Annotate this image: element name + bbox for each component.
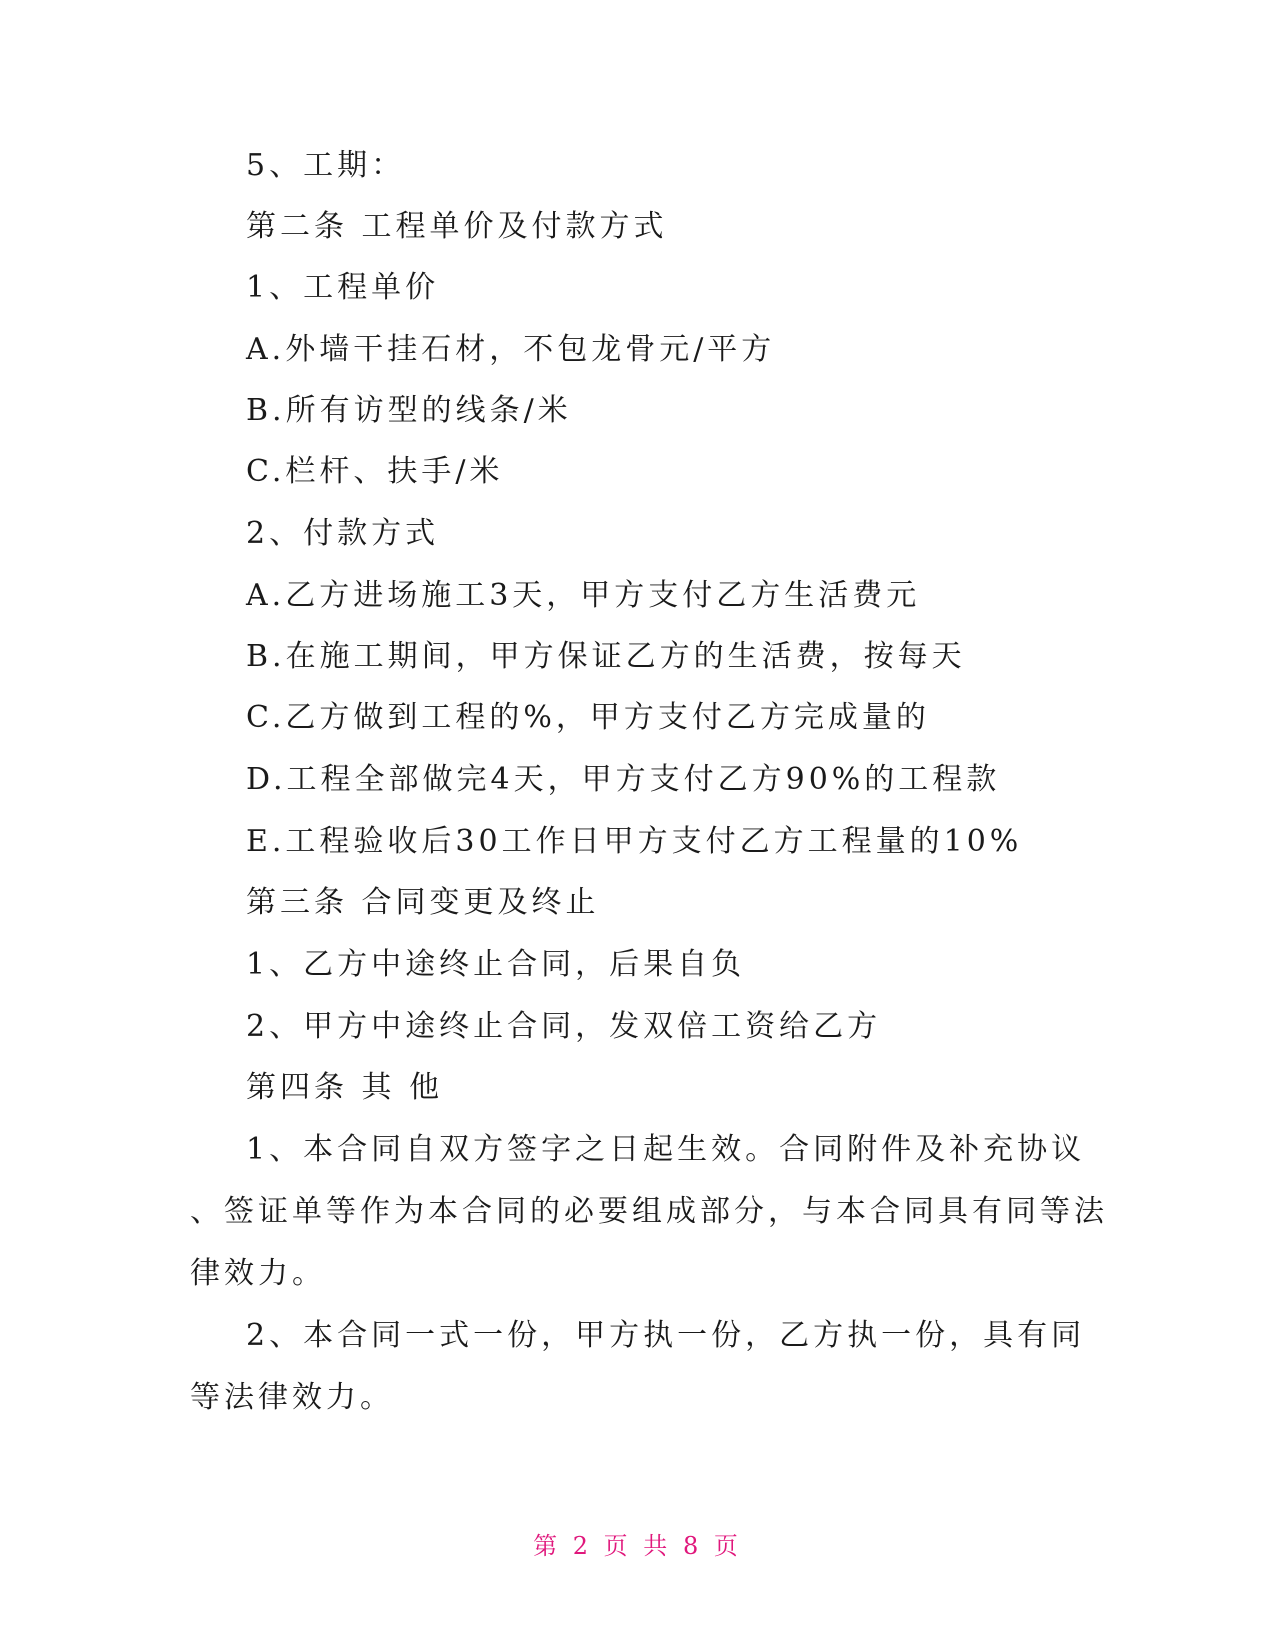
clause-line: 2、付款方式 (246, 516, 440, 551)
paragraph-line: 等法律效力。 (190, 1380, 394, 1415)
clause-line: 5、工期： (246, 148, 406, 183)
clause-line: 1、乙方中途终止合同，后果自负 (246, 947, 746, 982)
clause-line: B.所有访型的线条/米 (246, 393, 572, 428)
paragraph-line: 律效力。 (190, 1256, 326, 1291)
section-heading: 第四条 其 他 (246, 1070, 444, 1105)
clause-line: C.乙方做到工程的%，甲方支付乙方完成量的 (246, 700, 930, 735)
section-heading: 第三条 合同变更及终止 (246, 885, 600, 920)
paragraph-line: 2、本合同一式一份，甲方执一份，乙方执一份，具有同 (246, 1318, 1086, 1353)
section-heading: 第二条 工程单价及付款方式 (246, 209, 668, 244)
clause-line: D.工程全部做完4天，甲方支付乙方90%的工程款 (246, 762, 1001, 797)
clause-line: C.栏杆、扶手/米 (246, 454, 504, 489)
clause-line: A.乙方进场施工3天，甲方支付乙方生活费元 (246, 578, 921, 613)
clause-line: A.外墙干挂石材，不包龙骨元/平方 (246, 332, 776, 367)
clause-line: 1、工程单价 (246, 270, 440, 305)
paragraph-line: 1、本合同自双方签字之日起生效。合同附件及补充协议 (246, 1132, 1086, 1167)
clause-line: B.在施工期间，甲方保证乙方的生活费，按每天 (246, 639, 966, 674)
page-number-footer: 第 2 页 共 8 页 (533, 1532, 742, 1560)
clause-line: 2、甲方中途终止合同，发双倍工资给乙方 (246, 1009, 882, 1044)
paragraph-line: 、签证单等作为本合同的必要组成部分，与本合同具有同等法 (190, 1194, 1108, 1229)
clause-line: E.工程验收后30工作日甲方支付乙方工程量的10% (246, 824, 1023, 859)
